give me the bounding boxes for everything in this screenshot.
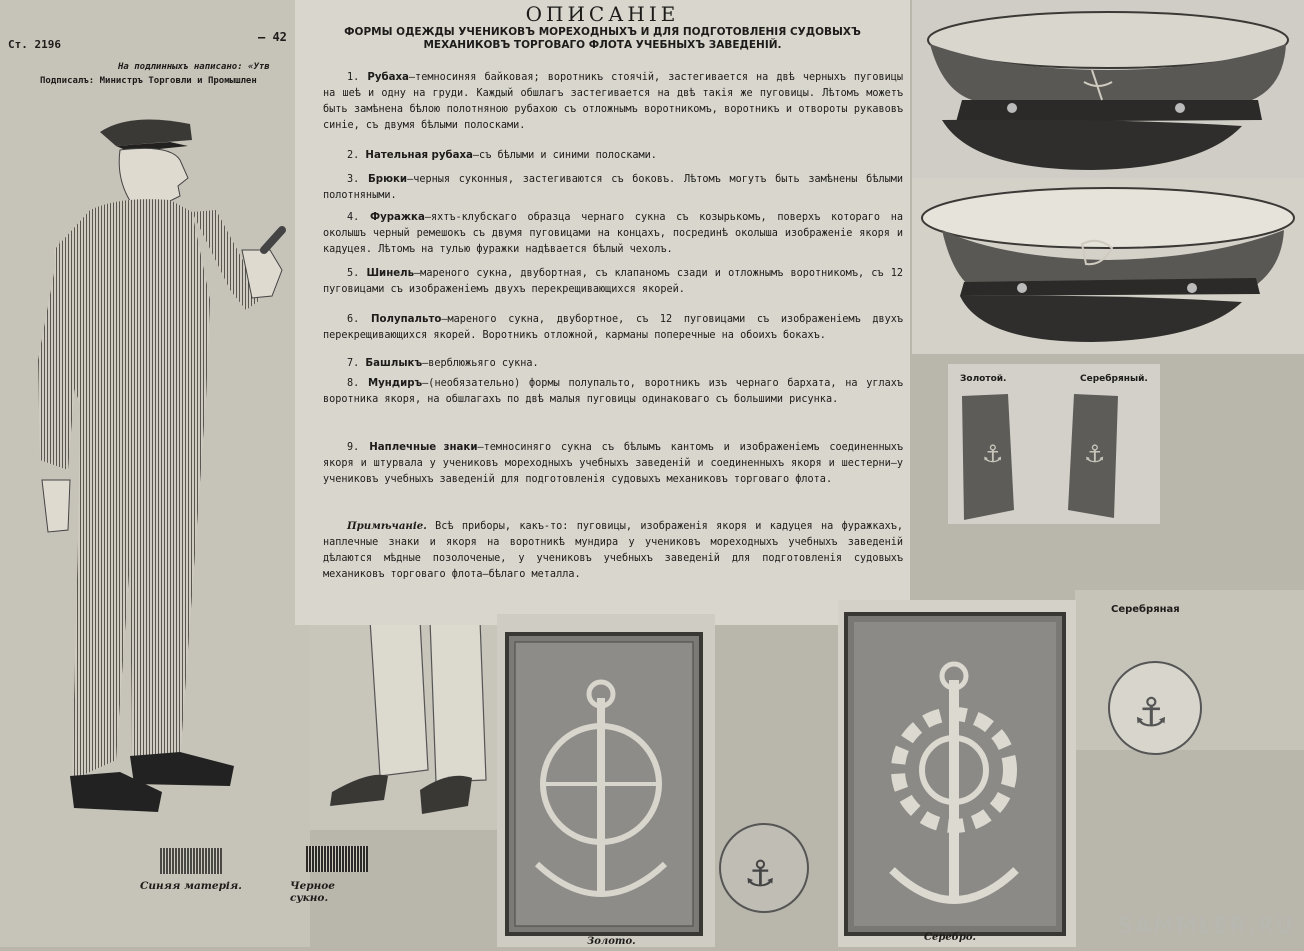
epaulettes-drawing [958, 392, 1158, 522]
silver-epaulette-label: Серебряный. [1080, 374, 1148, 384]
description-sheet [295, 0, 910, 625]
svg-text:⚓: ⚓ [1133, 690, 1169, 736]
gold-caption: Золото. [587, 936, 636, 947]
svg-text:⚓: ⚓ [1084, 440, 1106, 468]
item-2: 2. Нательная рубаха—съ бѣлыми и синими полосками. [347, 150, 657, 161]
gold-shoulder-board-panel [497, 614, 715, 947]
item-6: 6. Полупальто—мареного сукна, двубортное, съ 12 пуговицами съ изображеніемъ двухъ перекрещивающихся якорей. Воротникъ отложной, карманы поперечные на обоихъ бокахъ. [323, 314, 903, 341]
silver-button-panel [1075, 590, 1304, 750]
item-7: 7. Башлыкъ—верблюжьяго сукна. [347, 358, 539, 369]
cap-white-drawing [912, 178, 1304, 354]
blue-fabric-swatch [160, 848, 222, 874]
svg-text:⚓: ⚓ [744, 854, 777, 895]
watermark: SAMMLER.RU [1117, 914, 1294, 939]
silver-caption: Серебро. [924, 932, 977, 943]
note-paragraph: Примѣчаніе. Всѣ приборы, какъ-то: пуговицы, изображенія якоря и кадуцея на фуражкахъ, наплечные знаки и якоря на воротникѣ мундира у учениковъ мореходныхъ учебныхъ заведеній дѣлаются мѣдные позолоченые, у учениковъ учебныхъ заведеній для подготовленія судовыхъ механиковъ торговаго флота—бѣлаго металла. [323, 520, 903, 580]
item-4: 4. Фуражка—яхтъ-клубскаго образца чернаго сукна съ козырькомъ, поверхъ котораго на околышъ черный ремешокъ съ двумя пуговицами на концахъ, посрединѣ околыша изображеніе якоря и кадуцея. Лѣтомъ на тулью фуражки надѣвается бѣлый чехолъ. [323, 212, 903, 255]
svg-text:⚓: ⚓ [982, 440, 1004, 468]
item-5: 5. Шинель—мареного сукна, двубортная, съ клапаномъ сзади и отложнымъ воротникомъ, съ 12 пуговицами съ изображеніемъ двухъ перекрещивающихся якорей. [323, 268, 903, 295]
trousers-detail-figure [310, 620, 500, 830]
gold-shoulder-board-drawing [497, 614, 715, 947]
note-line-2: Подписалъ: Министръ Торговли и Промышлен [40, 76, 257, 86]
epaulettes-panel [948, 364, 1160, 524]
page-number: Ст. 2196 [8, 38, 61, 51]
student-uniform-figure [20, 100, 310, 820]
gold-button-icon [716, 820, 812, 916]
left-page [0, 0, 335, 947]
note-line-1: На подлинныхъ написано: «Утв [118, 62, 270, 72]
cap-image-dark [912, 0, 1304, 178]
item-1: 1. Рубаха—темносиняя байковая; воротникъ стоячій, застегивается на двѣ черныхъ пуговицы на шеѣ и одну на груди. Каждый обшлагъ застегивается на двѣ такія же пуговицы. Лѣтомъ можетъ быть замѣнена бѣлою полотняною рубахою съ отложнымъ воротникомъ, воротникъ и отвороты рукавовъ синіе, съ двумя бѣлыми полосками. [323, 72, 903, 131]
page-number-right: — 42 [258, 30, 287, 44]
silver-shoulder-board-drawing [838, 600, 1076, 947]
item-8: 8. Мундиръ—(необязательно) формы полупальто, воротникъ изъ чернаго бархата, на углахъ воротника якоря, на обшлагахъ по двѣ малыя пуговицы одинаковаго съ большими рисунка. [323, 378, 903, 405]
black-cloth-label: Черное сукно. [290, 880, 335, 904]
cap-drawing [912, 0, 1304, 178]
item-9: 9. Наплечные знаки—темносиняго сукна съ бѣлымъ кантомъ и изображеніемъ соединенныхъ якоря и штурвала у учениковъ мореходныхъ учебныхъ заведеній и соединенныхъ якоря и шестерни—у учениковъ учебныхъ заведеній для подготовленія судовыхъ механиковъ торговаго флота. [323, 442, 903, 485]
item-3: 3. Брюки—черныя суконныя, застегиваются съ боковъ. Лѣтомъ могутъ быть замѣнены бѣлыми полотняными. [323, 174, 903, 201]
blue-fabric-label: Синяя матерія. [140, 880, 242, 892]
cap-image-white-cover [912, 178, 1304, 354]
silver-shoulder-board-panel [838, 600, 1076, 947]
silver-button-label: Серебряная [1111, 604, 1180, 615]
gold-epaulette-label: Золотой. [960, 374, 1007, 384]
black-cloth-swatch [306, 846, 368, 872]
silver-button-icon [1103, 660, 1213, 760]
document-title: ОПИСАНІЕ [525, 2, 680, 26]
document-subtitle: ФОРМЫ ОДЕЖДЫ УЧЕНИКОВЪ МОРЕХОДНЫХЪ И ДЛЯ ПОДГОТОВЛЕНІЯ СУДОВЫХЪ МЕХАНИКОВЪ ТОРГОВАГО ФЛОТА УЧЕБНЫХЪ ЗАВЕДЕНІЙ. [344, 26, 861, 51]
